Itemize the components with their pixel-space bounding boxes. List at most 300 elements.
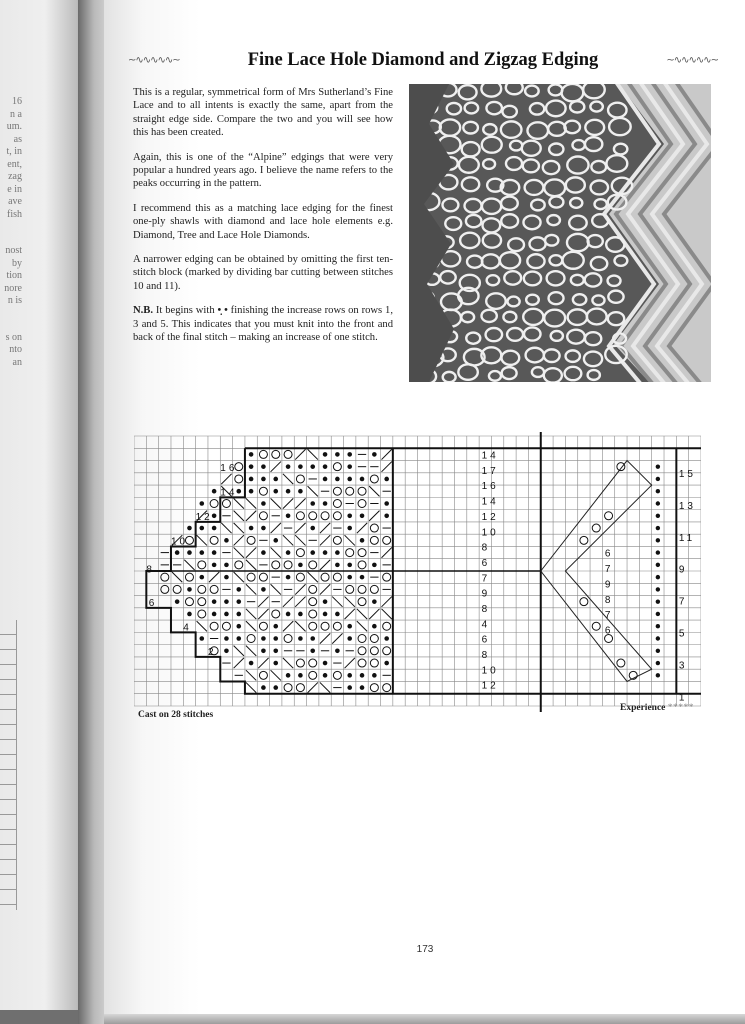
lace-hole	[590, 102, 602, 112]
stitch-k2tog	[320, 584, 330, 594]
lace-hole	[466, 333, 480, 344]
stitch-k2tog	[258, 658, 268, 668]
stitch-purl-dot	[335, 648, 340, 653]
lace-hole	[481, 84, 501, 97]
stitch-yarn-over	[580, 598, 588, 606]
lace-hole	[591, 257, 607, 270]
stitch-ssk	[234, 523, 244, 533]
title-flourish-right-icon: ~∿∿∿∿∿~	[666, 54, 718, 66]
lace-hole	[608, 103, 626, 118]
stitch-k2tog	[283, 498, 293, 508]
lace-hole	[544, 368, 562, 382]
stitch-yarn-over	[210, 500, 218, 508]
stitch-purl-dot	[656, 526, 660, 530]
left-page-fragment: ave	[8, 196, 22, 207]
stitch-purl-dot	[212, 612, 217, 617]
stitch-purl-dot	[249, 477, 254, 482]
stitch-yarn-over	[222, 500, 230, 508]
lace-hole	[467, 256, 482, 268]
stitch-k2tog	[246, 547, 256, 557]
lace-hole	[544, 179, 565, 196]
lace-hole	[483, 124, 496, 135]
nb-symbol: •̣ •	[217, 305, 228, 317]
stitch-purl-dot	[347, 685, 352, 690]
lace-hole	[573, 294, 586, 305]
stitch-k2tog	[271, 462, 281, 472]
stitch-purl-dot	[335, 477, 340, 482]
stitch-purl-dot	[323, 612, 328, 617]
left-page-chart-fragment	[0, 620, 17, 910]
stitch-ssk	[246, 682, 256, 692]
stitch-ssk	[246, 584, 256, 594]
stitch-purl-dot	[261, 636, 266, 641]
lace-hole	[482, 310, 497, 322]
stitch-purl-dot	[212, 550, 217, 555]
lace-hole	[546, 101, 566, 117]
stitch-yarn-over	[383, 684, 391, 692]
lace-hole	[532, 367, 544, 377]
left-page-fragment: nto	[9, 344, 22, 355]
stitch-k2tog	[369, 609, 379, 619]
stitch-yarn-over	[173, 585, 181, 593]
lace-hole	[571, 275, 584, 285]
stitch-ssk	[184, 560, 194, 570]
stitch-purl-dot	[384, 513, 389, 518]
left-page-fragment	[0, 308, 22, 332]
stitch-yarn-over	[592, 622, 600, 630]
stitch-purl-dot	[347, 464, 352, 469]
stitch-ssk	[234, 646, 244, 656]
stitch-purl-dot	[249, 452, 254, 457]
stitch-k2tog	[332, 633, 342, 643]
left-page-fragment: t, in	[6, 146, 22, 157]
stitch-purl-dot	[199, 501, 204, 506]
lace-hole	[482, 137, 502, 153]
stitch-purl-dot	[360, 513, 365, 518]
stitch-ssk	[308, 572, 318, 582]
lace-hole	[551, 331, 563, 341]
lace-hole	[523, 216, 540, 230]
stitch-ssk	[221, 523, 231, 533]
stitch-purl-dot	[298, 673, 303, 678]
lace-hole	[563, 252, 584, 269]
lace-hole	[486, 102, 502, 114]
knitting-chart	[134, 432, 701, 712]
left-page-fragment	[0, 221, 22, 245]
row-number-right: 5	[678, 628, 688, 640]
lace-hole	[522, 141, 541, 156]
stitch-yarn-over	[333, 500, 341, 508]
row-number-left: 10	[170, 536, 189, 548]
chart-center-number: 10	[481, 665, 499, 677]
stitch-purl-dot	[236, 636, 241, 641]
lace-hole	[591, 181, 608, 195]
lace-hole	[482, 254, 500, 268]
stitch-ssk	[271, 584, 281, 594]
stitch-ssk	[246, 646, 256, 656]
lace-hole	[608, 291, 623, 303]
stitch-purl-dot	[323, 501, 328, 506]
stitch-purl-dot	[347, 673, 352, 678]
stitch-ssk	[283, 535, 293, 545]
stitch-yarn-over	[309, 671, 317, 679]
stitch-purl-dot	[372, 599, 377, 604]
stitch-yarn-over	[358, 549, 366, 557]
lace-hole	[507, 297, 519, 307]
stitch-k2tog	[320, 633, 330, 643]
stitch-purl-dot	[187, 550, 192, 555]
stitch-yarn-over	[198, 561, 206, 569]
left-page-fragment: s on	[5, 331, 22, 343]
stitch-yarn-over	[309, 561, 317, 569]
stitch-yarn-over	[247, 573, 255, 581]
stitch-ssk	[283, 474, 293, 484]
lace-hole	[459, 157, 479, 173]
lace-hole	[530, 237, 546, 250]
stitch-yarn-over	[309, 610, 317, 618]
stitch-yarn-over	[346, 549, 354, 557]
stitch-purl-dot	[335, 563, 340, 568]
stitch-yarn-over	[296, 659, 304, 667]
lace-hole	[608, 276, 621, 286]
stitch-purl-dot	[224, 599, 229, 604]
lace-outer-edge	[409, 84, 454, 382]
stitch-purl-dot	[187, 526, 192, 531]
stitch-yarn-over	[321, 622, 329, 630]
lace-hole	[588, 235, 603, 247]
stitch-purl-dot	[347, 526, 352, 531]
stitch-k2tog	[382, 547, 392, 557]
lace-hole	[549, 196, 563, 207]
title-row	[128, 46, 718, 74]
stitch-purl-dot	[360, 477, 365, 482]
stitch-purl-dot	[347, 513, 352, 518]
stitch-purl-dot	[199, 526, 204, 531]
stitch-purl-dot	[310, 464, 315, 469]
stitch-purl-dot	[656, 599, 660, 603]
chart-center-number: 9	[481, 588, 491, 600]
chart-center-number: 8	[481, 649, 491, 661]
stitch-purl-dot	[261, 477, 266, 482]
stitch-yarn-over	[358, 500, 366, 508]
stitch-ssk	[246, 560, 256, 570]
stitch-purl-dot	[310, 636, 315, 641]
lace-hole	[501, 214, 518, 227]
left-page-fragment: 16	[12, 96, 22, 107]
stitch-purl-dot	[656, 575, 660, 579]
lace-hole	[567, 234, 589, 251]
stitch-ssk	[345, 597, 355, 607]
stitch-ssk	[197, 621, 207, 631]
nb-label: N.B.	[133, 305, 154, 317]
stitch-k2tog	[320, 535, 330, 545]
lace-hole	[460, 233, 479, 248]
chart-center-number: 4	[481, 619, 491, 631]
stitch-purl-dot	[323, 661, 328, 666]
stitch-purl-dot	[335, 550, 340, 555]
chart-right-number: 8	[604, 594, 611, 606]
lace-hole	[525, 180, 544, 195]
stitch-k2tog	[258, 609, 268, 619]
lace-hole	[526, 348, 544, 363]
row-number-right: 13	[678, 500, 696, 512]
stitch-purl-dot	[323, 477, 328, 482]
lace-hole	[545, 235, 558, 246]
lace-hole	[489, 371, 501, 381]
lace-hole	[458, 364, 477, 380]
stitch-yarn-over	[370, 585, 378, 593]
stitch-yarn-over	[617, 463, 625, 471]
stitch-purl-dot	[384, 501, 389, 506]
stitch-yarn-over	[161, 585, 169, 593]
lace-hole	[501, 121, 522, 137]
lace-hole	[486, 293, 506, 309]
stitch-purl-dot	[310, 648, 315, 653]
stitch-purl-dot	[298, 563, 303, 568]
stitch-k2tog	[357, 523, 367, 533]
lace-hole	[442, 199, 458, 212]
stitch-ssk	[332, 597, 342, 607]
stitch-yarn-over	[259, 671, 267, 679]
stitch-yarn-over	[296, 684, 304, 692]
stitch-ssk	[369, 486, 379, 496]
body-text	[133, 86, 393, 356]
lace-hole	[523, 159, 539, 172]
lace-hole	[530, 103, 544, 114]
stitch-yarn-over	[321, 512, 329, 520]
stitch-purl-dot	[261, 464, 266, 469]
lace-hole	[608, 312, 624, 325]
paragraph-narrower: A narrower edging can be obtained by omitting the first ten-stitch block (marked by dividing bar cutting between stitches 10 and 11).	[133, 254, 393, 292]
left-page-fragment: tion	[6, 270, 22, 281]
lace-hole	[614, 256, 627, 266]
stitch-yarn-over	[272, 450, 280, 458]
chart-right-number: 7	[604, 564, 611, 576]
stitch-k2tog	[246, 511, 256, 521]
lace-hole	[614, 144, 627, 155]
stitch-ssk	[308, 449, 318, 459]
stitch-purl-dot	[656, 624, 660, 628]
chart-center-number: 16	[481, 481, 499, 493]
stitch-purl-dot	[261, 587, 266, 592]
stitch-yarn-over	[358, 598, 366, 606]
lace-edging-photo	[409, 84, 711, 382]
stitch-purl-dot	[347, 563, 352, 568]
stitch-purl-dot	[212, 489, 217, 494]
lace-hole	[585, 332, 601, 345]
left-page-fragment: um.	[6, 121, 22, 132]
stitch-purl-dot	[273, 636, 278, 641]
left-page-fragment: n a	[10, 108, 22, 120]
left-page-text	[0, 96, 22, 369]
lace-hole	[447, 103, 461, 114]
stitch-ssk	[246, 609, 256, 619]
stitch-purl-dot	[360, 673, 365, 678]
stitch-k2tog	[209, 572, 219, 582]
stitch-purl-dot	[656, 489, 660, 493]
chart-center-number: 6	[481, 634, 491, 646]
stitch-yarn-over	[358, 659, 366, 667]
left-page-fragment: as	[13, 133, 22, 145]
stitch-ssk	[345, 535, 355, 545]
stitch-purl-dot	[384, 636, 389, 641]
chart-right-number: 6	[604, 548, 611, 560]
lace-hole	[500, 252, 520, 268]
row-number-right: 3	[678, 660, 688, 672]
row-number-left: 8	[146, 564, 155, 576]
stitch-purl-dot	[310, 550, 315, 555]
stitch-yarn-over	[370, 524, 378, 532]
lace-hole	[487, 275, 500, 285]
stitch-ssk	[246, 670, 256, 680]
row-number-right: 11	[678, 532, 696, 544]
lace-hole	[567, 157, 588, 174]
lace-hole	[508, 238, 524, 251]
lace-hole	[544, 310, 565, 327]
stitch-yarn-over	[185, 598, 193, 606]
stitch-ssk	[246, 498, 256, 508]
stitch-k2tog	[295, 597, 305, 607]
stitch-k2tog	[295, 523, 305, 533]
lace-hole	[462, 142, 480, 156]
row-number-left: 4	[183, 622, 192, 634]
stitch-yarn-over	[259, 487, 267, 495]
lace-hole	[584, 352, 602, 367]
stitch-yarn-over	[259, 622, 267, 630]
stitch-purl-dot	[347, 477, 352, 482]
stitch-purl-dot	[261, 550, 266, 555]
chart-center-number: 10	[481, 527, 499, 539]
stitch-purl-dot	[273, 661, 278, 666]
lace-hole	[486, 328, 503, 341]
stitch-yarn-over	[259, 512, 267, 520]
chart-center-number: 8	[481, 603, 491, 615]
stitch-yarn-over	[333, 536, 341, 544]
stitch-yarn-over	[296, 549, 304, 557]
stitch-yarn-over	[333, 622, 341, 630]
lace-hole	[544, 349, 560, 362]
stitch-ssk	[271, 498, 281, 508]
stitch-purl-dot	[236, 612, 241, 617]
stitch-yarn-over	[161, 573, 169, 581]
stitch-purl-dot	[261, 501, 266, 506]
stitch-yarn-over	[370, 536, 378, 544]
stitch-purl-dot	[323, 550, 328, 555]
lace-hole	[547, 215, 560, 225]
lace-hole	[464, 199, 481, 213]
stitch-purl-dot	[224, 563, 229, 568]
stitch-purl-dot	[199, 550, 204, 555]
stitch-yarn-over	[272, 610, 280, 618]
stitch-yarn-over	[358, 635, 366, 643]
lace-hole	[482, 199, 501, 214]
row-number-left: 2	[207, 646, 217, 658]
stitch-purl-dot	[224, 612, 229, 617]
stitch-yarn-over	[198, 585, 206, 593]
lace-hole	[562, 84, 584, 101]
chart-center-number: 14	[481, 496, 499, 508]
stitch-yarn-over	[284, 684, 292, 692]
experience-rating	[620, 703, 694, 713]
stitch-ssk	[283, 658, 293, 668]
stitch-purl-dot	[656, 477, 660, 481]
stitch-ssk	[295, 621, 305, 631]
stitch-yarn-over	[309, 598, 317, 606]
stitch-purl-dot	[298, 464, 303, 469]
lace-hole	[443, 372, 456, 382]
lace-hole	[543, 161, 560, 174]
stitch-purl-dot	[360, 685, 365, 690]
lace-hole	[483, 159, 495, 169]
lace-hole	[465, 103, 479, 114]
lace-hole	[570, 101, 584, 112]
stitch-yarn-over	[580, 536, 588, 544]
chart-center-number: 12	[481, 680, 499, 692]
lace-hole	[568, 309, 587, 325]
stitch-ssk	[234, 511, 244, 521]
left-page-fragment: nost	[5, 245, 22, 256]
stitch-ssk	[172, 572, 182, 582]
stitch-yarn-over	[296, 573, 304, 581]
left-page-fragment: ent,	[7, 158, 22, 170]
stitch-purl-dot	[347, 575, 352, 580]
nb-text-b: finishing the increase rows on rows 1, 3 and 5. This indicates that you must knit into the front and back of the final stitch – making an increase of one stitch.	[133, 305, 393, 344]
stitch-purl-dot	[199, 575, 204, 580]
lace-hole	[591, 161, 606, 173]
stitch-yarn-over	[358, 561, 366, 569]
stitch-k2tog	[382, 597, 392, 607]
lace-hole	[570, 198, 582, 208]
stitch-purl-dot	[286, 673, 291, 678]
lace-hole	[463, 122, 478, 134]
stitch-k2tog	[345, 658, 355, 668]
stitch-purl-dot	[212, 599, 217, 604]
stitch-k2tog	[221, 474, 231, 484]
stitch-k2tog	[234, 658, 244, 668]
lace-photo-image	[409, 84, 711, 382]
lace-hole	[527, 254, 544, 268]
stitch-k2tog	[295, 584, 305, 594]
chart-center-number: 17	[481, 465, 499, 477]
cast-on-note: Cast on 28 stitches	[138, 710, 214, 720]
lace-hole	[566, 177, 585, 192]
lace-hole	[585, 273, 602, 286]
stitch-purl-dot	[224, 648, 229, 653]
stitch-purl-dot	[286, 513, 291, 518]
lace-hole	[585, 137, 602, 151]
stitch-k2tog	[382, 449, 392, 459]
stitch-yarn-over	[284, 450, 292, 458]
stitch-purl-dot	[323, 599, 328, 604]
stitch-purl-dot	[273, 648, 278, 653]
stitch-purl-dot	[249, 464, 254, 469]
stitch-k2tog	[283, 621, 293, 631]
stitch-yarn-over	[592, 524, 600, 532]
stitch-purl-dot	[249, 489, 254, 494]
stitch-k2tog	[382, 462, 392, 472]
lace-hole	[459, 85, 477, 99]
stitch-purl-dot	[236, 587, 241, 592]
lace-hole	[609, 118, 631, 135]
stitch-k2tog	[295, 498, 305, 508]
stitch-k2tog	[320, 560, 330, 570]
stitch-purl-dot	[224, 575, 229, 580]
lace-hole	[482, 218, 500, 232]
stitch-purl-dot	[236, 599, 241, 604]
chart-right-number: 9	[604, 579, 611, 591]
stitch-ssk	[246, 621, 256, 631]
stitch-k2tog	[295, 449, 305, 459]
